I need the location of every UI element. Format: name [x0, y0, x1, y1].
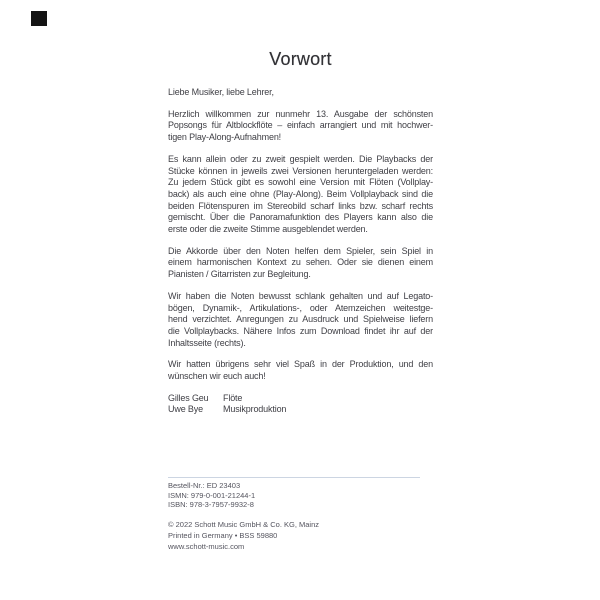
text-line: Die Akkorde über den Noten helfen dem Spieler, sein Spiel in [168, 245, 433, 256]
text-line: back) als auch eine ohne (Play-Along). Beim Vollplayback sind die [168, 188, 433, 199]
catalog-info-block [168, 481, 255, 510]
text-line: Es kann allein oder zu zweit gespielt werden. Die Playbacks der [168, 153, 433, 164]
foreword-text-column [168, 87, 433, 416]
credit-name: Uwe Bye [168, 404, 203, 415]
paragraph [168, 109, 433, 144]
imprint-line: www.schott-music.com [168, 542, 245, 551]
page-edge-tab-marker [31, 11, 47, 26]
credit-name: Gilles Geu [168, 392, 209, 403]
foreword-paragraphs [168, 87, 433, 383]
credit-role: Flöte [223, 392, 243, 403]
text-line: Zu jedem Stück gibt es sowohl eine Version mit Flöten (Vollplay- [168, 177, 433, 188]
text-line: gemischt. Über die Panoramafunktion des Players kann also die [168, 212, 433, 223]
paragraph [168, 359, 433, 382]
text-line: Pianisten / Gitarristen zur Begleitung. [168, 269, 311, 280]
catalog-line: ISMN: 979-0-001-21244-1 [168, 490, 256, 500]
text-line: einem harmonischen Kontext zu sehen. Oder sie dienen einem [168, 257, 433, 268]
text-line: Stücke können in jeweils zwei Versionen heruntergeladen werden: [168, 165, 433, 176]
text-line: Liebe Musiker, liebe Lehrer, [168, 87, 274, 97]
text-line: Popsongs für Altblockflöte – einfach arrangiert und mit hochwer- [168, 120, 433, 131]
text-line: Inhaltsseite (rechts). [168, 337, 246, 348]
text-line: bögen, Dynamik-, Artikulations-, oder Atemzeichen weitestge- [168, 302, 433, 313]
text-line: erste oder die zweite Stimme ausgeblendet werden. [168, 224, 368, 235]
paragraph [168, 87, 433, 99]
text-line: die Vollplaybacks. Nähere Infos zum Download findet ihr auf der [168, 325, 433, 336]
credits-list [168, 393, 433, 416]
text-line: wünschen wir euch auch! [168, 371, 266, 382]
paragraph [168, 246, 433, 281]
text-line: Wir haben die Noten bewusst schlank gehalten und auf Legato- [168, 290, 433, 301]
credit-role: Musikproduktion [223, 404, 287, 415]
text-line: tigen Play-Along-Aufnahmen! [168, 132, 282, 143]
credit-row [168, 393, 433, 405]
credit-row [168, 404, 433, 416]
catalog-line: ISBN: 978-3-7957-9932-8 [168, 500, 254, 510]
text-line: hend verzichtet. Anregungen zu Ausdruck und Spielweise liefern [168, 314, 433, 325]
page-title: Vorwort [269, 49, 332, 69]
text-line: Herzlich willkommen zur nunmehr 13. Ausgabe der schönsten [168, 108, 433, 119]
paragraph [168, 291, 433, 350]
text-line: Wir hatten übrigens sehr viel Spaß in der Produktion, und den [168, 359, 433, 370]
imprint-line: Printed in Germany • BSS 59880 [168, 531, 278, 540]
paragraph [168, 154, 433, 236]
text-line: beiden Flötenspuren im Stereobild scharf links bzw. scharf rechts [168, 200, 433, 211]
catalog-line: Bestell-Nr.: ED 23403 [168, 481, 241, 490]
imprint-line: © 2022 Schott Music GmbH & Co. KG, Mainz [168, 520, 319, 529]
footer-divider [168, 477, 420, 478]
imprint-block [168, 519, 319, 552]
